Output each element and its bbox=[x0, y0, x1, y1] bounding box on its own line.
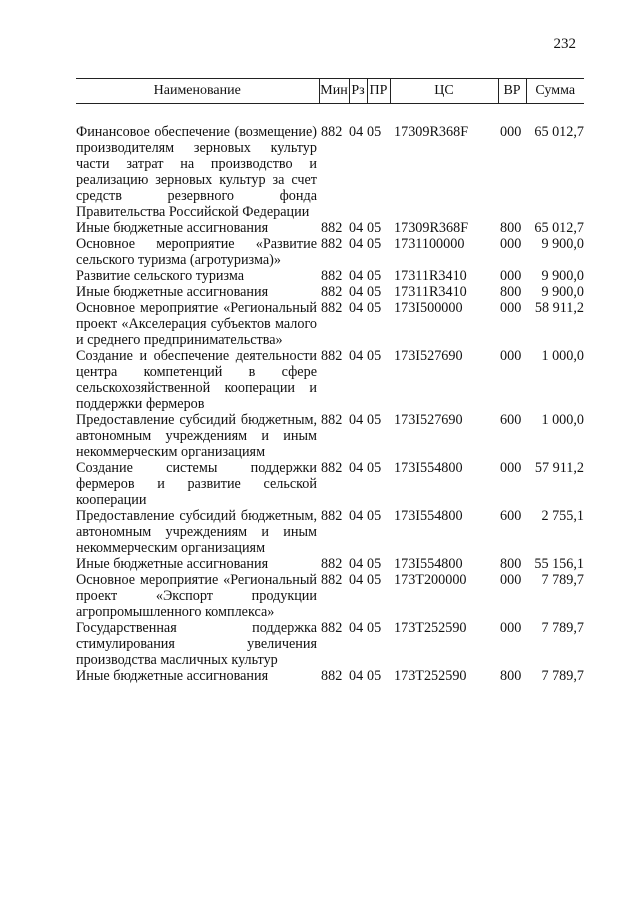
table-row bbox=[76, 236, 584, 268]
header-name: Наименование bbox=[76, 79, 319, 104]
row-min: 882 bbox=[321, 220, 343, 236]
table-row bbox=[76, 300, 584, 348]
row-pr: 05 bbox=[367, 508, 382, 524]
row-name: Иные бюджетные ассигнования bbox=[76, 668, 269, 684]
row-pr: 05 bbox=[367, 572, 382, 588]
row-min: 882 bbox=[321, 620, 343, 636]
row-rz: 04 bbox=[349, 572, 364, 588]
row-sum: 57 911,2 bbox=[534, 460, 584, 476]
row-cs: 17311R3410 bbox=[394, 284, 467, 300]
row-min: 882 bbox=[321, 268, 343, 284]
table-row bbox=[76, 620, 584, 668]
header-vr: ВР bbox=[498, 79, 526, 104]
row-pr: 05 bbox=[367, 460, 382, 476]
row-min: 882 bbox=[321, 460, 343, 476]
row-vr: 600 bbox=[500, 508, 522, 524]
row-vr: 800 bbox=[500, 284, 522, 300]
header-pr: ПР bbox=[367, 79, 390, 104]
row-min: 882 bbox=[321, 572, 343, 588]
row-cs: 17309R368F bbox=[394, 220, 469, 236]
row-pr: 05 bbox=[367, 668, 382, 684]
row-sum: 7 789,7 bbox=[541, 572, 584, 588]
table-row bbox=[76, 124, 584, 220]
row-vr: 800 bbox=[500, 668, 522, 684]
row-sum: 9 900,0 bbox=[541, 268, 584, 284]
row-sum: 65 012,7 bbox=[534, 220, 584, 236]
row-min: 882 bbox=[321, 348, 343, 364]
row-vr: 000 bbox=[500, 268, 522, 284]
row-min: 882 bbox=[321, 236, 343, 252]
row-name: Предоставление субсидий бюджетным, автономным учреждениям и иным некоммерческим организациям bbox=[76, 508, 317, 556]
row-name: Основное мероприятие «Региональный проект «Акселерация субъектов малого и среднего предпринимательства» bbox=[76, 300, 317, 348]
row-vr: 800 bbox=[500, 556, 522, 572]
row-pr: 05 bbox=[367, 348, 382, 364]
row-sum: 2 755,1 bbox=[541, 508, 584, 524]
row-name: Иные бюджетные ассигнования bbox=[76, 220, 269, 236]
row-sum: 1 000,0 bbox=[541, 348, 584, 364]
row-min: 882 bbox=[321, 284, 343, 300]
row-sum: 1 000,0 bbox=[541, 412, 584, 428]
row-cs: 173I527690 bbox=[394, 348, 463, 364]
row-cs: 173T252590 bbox=[394, 620, 467, 636]
row-min: 882 bbox=[321, 508, 343, 524]
row-vr: 000 bbox=[500, 572, 522, 588]
table-header bbox=[76, 79, 584, 104]
row-pr: 05 bbox=[367, 284, 382, 300]
row-name: Финансовое обеспечение (возмещение) производителям зерновых культур части затрат на производство и реализацию зерновых культур за счет средств резервного фонда Правительства Российской Федерации bbox=[76, 124, 317, 220]
row-cs: 173I554800 bbox=[394, 508, 463, 524]
table-row bbox=[76, 508, 584, 556]
table-row bbox=[76, 348, 584, 412]
budget-table bbox=[76, 78, 584, 684]
row-vr: 800 bbox=[500, 220, 522, 236]
row-pr: 05 bbox=[367, 620, 382, 636]
row-name: Развитие сельского туризма bbox=[76, 268, 245, 284]
row-rz: 04 bbox=[349, 300, 364, 316]
row-sum: 9 900,0 bbox=[541, 236, 584, 252]
row-rz: 04 bbox=[349, 460, 364, 476]
row-min: 882 bbox=[321, 300, 343, 316]
table-row bbox=[76, 412, 584, 460]
row-vr: 600 bbox=[500, 412, 522, 428]
row-cs: 17309R368F bbox=[394, 124, 469, 140]
row-sum: 7 789,7 bbox=[541, 620, 584, 636]
row-pr: 05 bbox=[367, 300, 382, 316]
row-pr: 05 bbox=[367, 412, 382, 428]
row-pr: 05 bbox=[367, 220, 382, 236]
row-sum: 58 911,2 bbox=[534, 300, 584, 316]
row-sum: 7 789,7 bbox=[541, 668, 584, 684]
row-name: Государственная поддержка стимулирования увеличения производства масличных культур bbox=[76, 620, 317, 668]
row-min: 882 bbox=[321, 668, 343, 684]
header-cs: ЦС bbox=[390, 79, 498, 104]
row-rz: 04 bbox=[349, 284, 364, 300]
row-cs: 173I500000 bbox=[394, 300, 463, 316]
page-number: 232 bbox=[553, 36, 576, 52]
header-sum: Сумма bbox=[526, 79, 584, 104]
row-name: Создание и обеспечение деятельности центра компетенций в сфере сельскохозяйственной кооперации и поддержки фермеров bbox=[76, 348, 317, 412]
row-cs: 173I554800 bbox=[394, 460, 463, 476]
table-row bbox=[76, 668, 584, 684]
row-rz: 04 bbox=[349, 508, 364, 524]
row-sum: 9 900,0 bbox=[541, 284, 584, 300]
table-row bbox=[76, 284, 584, 300]
row-rz: 04 bbox=[349, 220, 364, 236]
row-cs: 173T200000 bbox=[394, 572, 467, 588]
row-cs: 173I554800 bbox=[394, 556, 463, 572]
row-min: 882 bbox=[321, 556, 343, 572]
row-vr: 000 bbox=[500, 620, 522, 636]
row-name: Предоставление субсидий бюджетным, автономным учреждениям и иным некоммерческим организациям bbox=[76, 412, 317, 460]
table-row bbox=[76, 556, 584, 572]
row-cs: 173T252590 bbox=[394, 668, 467, 684]
row-vr: 000 bbox=[500, 348, 522, 364]
table-row bbox=[76, 268, 584, 284]
row-vr: 000 bbox=[500, 460, 522, 476]
table-row bbox=[76, 220, 584, 236]
row-rz: 04 bbox=[349, 556, 364, 572]
row-name: Основное мероприятие «Развитие сельского туризма (агротуризма)» bbox=[76, 236, 317, 268]
row-cs: 1731100000 bbox=[394, 236, 465, 252]
row-rz: 04 bbox=[349, 124, 364, 140]
row-vr: 000 bbox=[500, 124, 522, 140]
table-row bbox=[76, 460, 584, 508]
row-cs: 173I527690 bbox=[394, 412, 463, 428]
row-cs: 17311R3410 bbox=[394, 268, 467, 284]
row-sum: 55 156,1 bbox=[534, 556, 584, 572]
row-pr: 05 bbox=[367, 124, 382, 140]
row-pr: 05 bbox=[367, 236, 382, 252]
row-rz: 04 bbox=[349, 412, 364, 428]
row-rz: 04 bbox=[349, 668, 364, 684]
row-sum: 65 012,7 bbox=[534, 124, 584, 140]
header-rz: Рз bbox=[349, 79, 367, 104]
row-name: Основное мероприятие «Региональный проект «Экспорт продукции агропромышленного комплекса» bbox=[76, 572, 317, 620]
row-pr: 05 bbox=[367, 556, 382, 572]
row-name: Иные бюджетные ассигнования bbox=[76, 284, 269, 300]
row-name: Иные бюджетные ассигнования bbox=[76, 556, 269, 572]
table-body bbox=[76, 104, 584, 685]
row-min: 882 bbox=[321, 124, 343, 140]
row-rz: 04 bbox=[349, 268, 364, 284]
row-vr: 000 bbox=[500, 300, 522, 316]
header-min: Мин bbox=[319, 79, 349, 104]
row-rz: 04 bbox=[349, 620, 364, 636]
row-name: Создание системы поддержки фермеров и развитие сельской кооперации bbox=[76, 460, 317, 508]
row-vr: 000 bbox=[500, 236, 522, 252]
row-pr: 05 bbox=[367, 268, 382, 284]
row-min: 882 bbox=[321, 412, 343, 428]
row-rz: 04 bbox=[349, 236, 364, 252]
table-row bbox=[76, 572, 584, 620]
row-rz: 04 bbox=[349, 348, 364, 364]
